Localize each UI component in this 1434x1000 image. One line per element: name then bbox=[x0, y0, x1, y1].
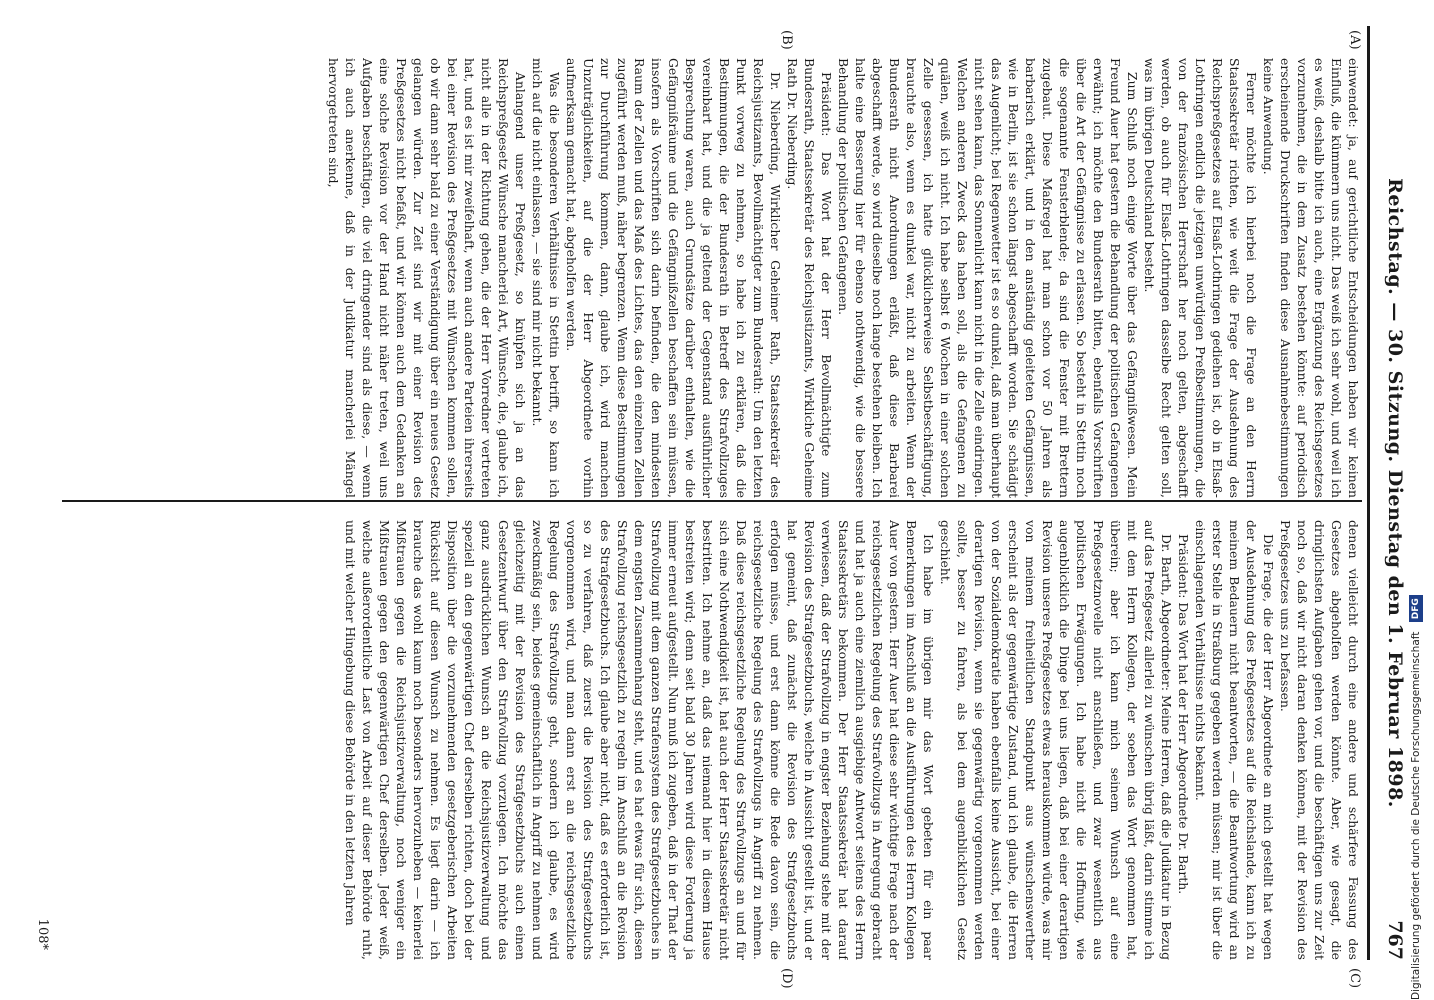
page-number: 767 bbox=[1384, 920, 1406, 960]
paragraph: Anlangend unser Preßgesetz, so knüpfen sich ja an das Reichspreßgesetz Wünsche mancherlei Art, Wünsche, die, glaube ich, nicht alle in der Richtung gehen, die der Herr Vorredner vertreten hat, und es ist mir zweifelhaft, wenn auch andere Parteien ihrerseits bei einer Revision des Preßgesetzes mit Wünschen kommen sollen, ob wir dann sehr bald zu einer Verständigung über ein neues Gesetz gelangen würden. Zur Zeit sind wir mit einer Revision des Preßgesetzes nicht befaßt, und wir können auch dem Gedanken an eine solche Revision vor der Hand nicht näher treten, weil uns Aufgaben beschäftigen, die viel dringender sind als diese, — wenn ich auch anerkenne, daß in der Judikatur mancherlei Mängel hervorgetreten sind, bbox=[326, 58, 528, 498]
paragraph: denen vielleicht durch eine andere und schärfere Fassung des Gesetzes abgeholfen werden könnte. Aber, wie gesagt, die dringlichsten Aufgaben gehen vor, und die beschäftigen uns zur Zeit noch so, daß wir nicht daran denken können, mit der Revision des Preßgesetzes uns zu befassen. bbox=[1278, 520, 1361, 960]
paragraph: Präsident: Das Wort hat der Herr Abgeordnete Dr. Barth. bbox=[1176, 534, 1191, 895]
paragraph: Präsident: Das Wort hat der Herr Bevollmächtigte zum Bundesrath, Staatssekretär des Reichsjustizamts, Wirkliche Geheime Rath Dr. Nieberding. bbox=[785, 58, 834, 498]
column-divider bbox=[62, 500, 1362, 502]
paragraph: Dr. Nieberding, Wirklicher Geheimer Rath, Staatssekretär des Reichsjustizamts, Bevollmächtigter zum Bundesrath: Um den letzten Punkt vorweg zu nehmen, so habe ich zu erklären, daß die Bestimmungen, die der Bundesrath in Betreff des Strafvollzuges vereinbart hat, und die ja geltend der Gegenstand ausführlicher Besprechung waren, auch Grundsätze darüber enthalten, wie die Gefängnißräume und die Gefängnißzellen beschaffen sein müssen, insofern als Vorschriften sich darin befinden, die den mindesten Raum der Zellen und das Maß des Lichtes, das den einzelnen Zellen zugeführt werden muß, näher begrenzen. Wenn diese Bestimmungen zur Durchführung kommen, dann, glaube ich, wird manchen Unzuträglichkeiten, auf die der Herr Abgeordnete vorhin aufmerksam gemacht hat, abgeholfen werden. bbox=[564, 58, 783, 498]
paragraph: Dr. Barth, Abgeordneter: Meine Herren, daß die Judikatur in Bezug auf das Preßgesetz allerlei zu wünschen übrig läßt, darin stimme ich mit dem Herrn Kollegen, der soeben das Wort genommen hat, überein; aber ich kann mich seinem Wunsch auf eine Preßgesetznovelle nicht anschließen, und zwar wesentlich aus politischen Erwägungen. Ich habe nicht die Hoffnung, wie augenblicklich die Dinge bei uns liegen, daß bei einer derartigen Revision unseres Preßgesetzes etwas herauskommen würde, was mir von meinem freiheitlichen Standpunkt aus wünschenswerther erscheint als der gegenwärtige Zustand, und ich glaube, die Herren von der Sozialdemokratie haben ebenfalls keine Aussicht, bei einer derartigen Revision, wenn sie gegenwärtig vorgenommen werden sollte, besser zu fahren, als bei dem augenblicklichen Gesetz geschieht. bbox=[938, 520, 1174, 960]
margin-marker-d: (D) bbox=[779, 968, 794, 989]
margin-marker-c: (C) bbox=[1347, 968, 1362, 989]
digitization-note bbox=[1398, 0, 1434, 1000]
signature-mark: 108* bbox=[35, 918, 50, 950]
paragraph: Zum Schluß noch einige Worte über das Gefängnißwesen. Mein Freund Auer hat gestern die Behandlung der politischen Gefangenen erwähnt; ich möchte den Bundesrath bitten, ebenfalls Vorschriften über die Art der Gefängnisse zu erlassen. So besteht in Stettin noch die sogenannte Fensterblende; da sind die Fenster mit Brettern zugebaut. Diese Maßregel hat man schon vor 50 Jahren als barbarisch erklärt, und in den anständig geleiteten Gefängnissen, wie in Berlin, ist sie schon längst abgeschafft worden. Sie schädigt das Augenlicht; bei Regenwetter ist es so dunkel, daß man überhaupt nicht sehen kann, das Sonnenlicht kann nicht in die Zelle eindringen. Welchen anderen Zweck das haben soll, als die Gefangenen zu quälen, weiß ich nicht. Ich habe selbst 6 Wochen in einer solchen Zelle gesessen, ich hatte glücklicherweise Selbstbeschäftigung, brauchte also, wenn es dunkel war, nicht zu arbeiten. Wenn der Bundesrath nicht Anordnungen erläßt, daß diese Barbarei abgeschafft werde, so wird dieselbe noch lange bestehen bleiben. Ich halte eine Besserung hier für ebenso nothwendig, wie die bessere Behandlung der politischen Gefangenen. bbox=[836, 58, 1140, 498]
page-title: Reichstag. — 30. Sitzung. Dienstag den 1. Februar 1898. bbox=[1384, 178, 1406, 808]
margin-marker-a: (A) bbox=[1347, 30, 1362, 50]
digitization-text: Digitalisierung gefördert durch die Deutsche Forschungsgemeinschaft bbox=[1410, 631, 1422, 1000]
margin-marker-b: (B) bbox=[779, 30, 794, 50]
paragraph: einwendet: ja, auf gerichtliche Entscheidungen haben wir keinen Einfluß, die kümmern uns nicht. Das weiß ich sehr wohl, und weil ich es weiß, deshalb bitte ich auch, eine Ergänzung des Reichsgesetzes vorzunehmen, die in dem Zusatz bestehen könnte: auf periodisch erscheinende Druckschriften finden diese Ausnahmebestimmungen keine Anwendung. bbox=[1261, 58, 1361, 498]
header-rule bbox=[1367, 26, 1370, 960]
paragraph: Ferner möchte ich hierbei noch die Frage an den Herrn Staatssekretär richten, wie weit die Frage der Ausdehnung des Reichspreßgesetzes auf Elsaß-Lothringen gediehen ist, ob in Elsaß-Lothringen endlich die jetzigen unwürdigen Preßbestimmungen, die von der französischen Herrschaft her noch gelten, abgeschafft werden, ob auch für Elsaß-Lothringen dasselbe Recht gelten soll, was im übrigen Deutschland besteht. bbox=[1142, 58, 1259, 498]
dfg-logo: DFG bbox=[1409, 595, 1423, 622]
paragraph: Die Frage, die der Herr Abgeordnete an mich gestellt hat wegen der Ausdehnung des Preßgesetzes auf die Reichslande, kann ich zu meinem Bedauern nicht beantworten, — die Beantwortung wird an erster Stelle in Straßburg gegeben werden müssen; mir ist über die einschlagenden Verhältnisse nichts bekannt. bbox=[1193, 520, 1276, 960]
left-column bbox=[62, 58, 1362, 498]
paragraph: Ich habe im übrigen mir das Wort gebeten für ein paar Bemerkungen im Anschluß an die Ausführungen des Herrn Kollegen Auer von gestern. Herr Auer hat diese sehr wichtige Frage nach der reichsgesetzlichen Regelung des Strafvollzugs in Anregung gebracht und hat ja auch eine ziemlich ausgiebige Antwort seitens des Herrn Staatssekretärs bekommen. Der Herr Staatssekretär hat darauf verwiesen, daß der Strafvollzug in engster Beziehung stehe mit der Revision des Strafgesetzbuchs, welche in Aussicht gestellt ist, und er hat gemeint, daß zunächst die Revision des Strafgesetzbuchs erfolgen müsse, und erst dann könne die Rede davon sein, die reichsgesetzliche Regelung des Strafvollzugs in Angriff zu nehmen. Daß diese reichsgesetzliche Regelung des Strafvollzugs an und für sich eine Nothwendigkeit ist, hat auch der Herr Staatssekretär nicht bestritten. Ich nehme an, daß das niemand hier in diesem Hause bestreiten wird; denn seit bald 30 Jahren wird diese Forderung ja immer erneut aufgestellt. Nun muß ich zugeben, daß in der That der Strafvollzug mit dem ganzen Strafensystem des Strafgesetzbuches in dem engsten Zusammenhang steht, und es hat etwas für sich, diesen Strafvollzug reichsgesetzlich zu regeln im Anschluß an die Revision des Strafgesetzbuchs. Ich glaube aber nicht, daß es erforderlich ist, so zu verfahren, daß zuerst die Revision des Strafgesetzbuchs vorgenommen wird, und man dann erst an die reichsgesetzliche Regelung des Strafvollzugs geht, sondern ich glaube, es wird zweckmäßig sein, beides gemeinschaftlich in Angriff zu nehmen und gleichzeitig mit der Revision des Strafgesetzbuchs auch einen Gesetzentwurf über den Strafvollzug vorzulegen. Ich möchte das ganz ausdrücklichen Wunsch an die Reichsjustizverwaltung und speziell an den gegenwärtigen Chef derselben richten, doch bei der Disposition über die vorzunehmenden gesetzgeberischen Arbeiten Rücksicht auf diesen Wunsch zu nehmen. Es liegt darin — ich brauche das wohl kaum noch besonders hervorzuheben — keinerlei Mißtrauen gegen die Reichsjustizverwaltung, noch weniger ein Mißtrauen gegen den gegenwärtigen Chef derselben. Jeder weiß, welche außerordentliche Last von Arbeit auf dieser Behörde ruht, und mit welcher Hingebung diese Behörde in den letzten Jahren bbox=[343, 520, 936, 960]
right-column bbox=[62, 520, 1362, 960]
paragraph: Was die besonderen Verhältnisse in Stettin betrifft, so kann ich mich auf die nicht einlassen, — sie sind mir nicht bekannt. bbox=[530, 58, 562, 498]
